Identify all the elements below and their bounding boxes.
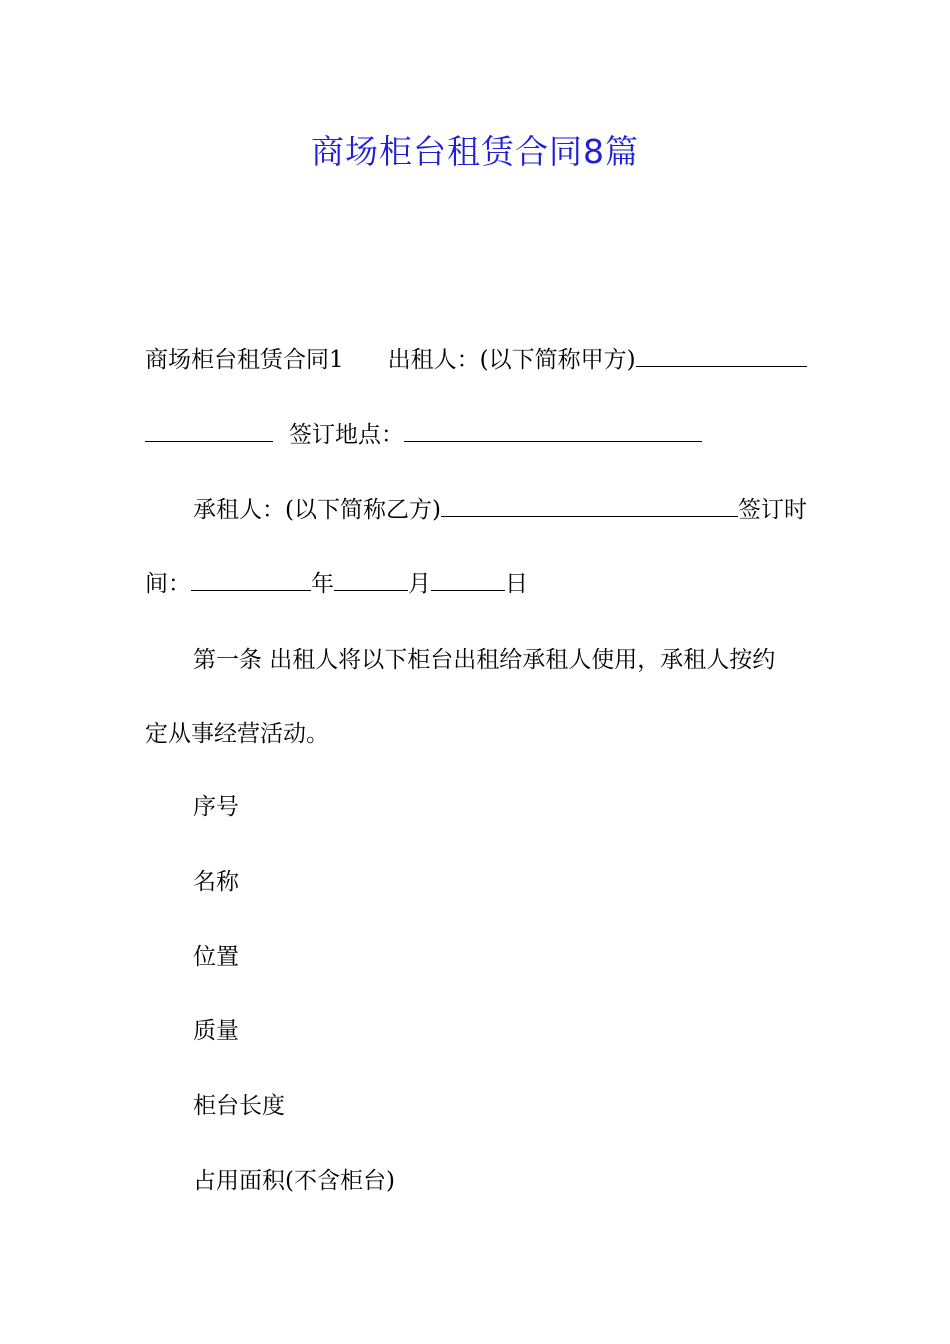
lessor-blank <box>636 346 807 367</box>
field-item-location: 位置 <box>193 944 239 970</box>
article-1-line-2: 定从事经营活动。 <box>145 721 329 747</box>
year-blank <box>191 570 311 591</box>
header-row-date <box>145 567 807 601</box>
field-item-counter-length: 柜台长度 <box>193 1093 285 1119</box>
document-title: 商场柜台租赁合同8篇 <box>311 132 639 171</box>
time-label-cont: 间： <box>145 571 191 597</box>
place-label: 签订地点： <box>289 422 404 448</box>
header-row-place <box>145 418 807 452</box>
month-blank <box>334 570 408 591</box>
header-row-lessee <box>193 493 807 527</box>
field-item-area: 占用面积(不含柜台) <box>193 1168 395 1194</box>
year-label: 年 <box>311 571 334 597</box>
lessor-label: 出租人：(以下简称甲方) <box>387 347 636 373</box>
time-label: 签订时 <box>738 497 807 523</box>
month-label: 月 <box>408 571 431 597</box>
lessee-label: 承租人：(以下简称乙方) <box>193 497 441 523</box>
day-label: 日 <box>505 571 528 597</box>
article-1-line-1: 第一条 出租人将以下柜台出租给承租人使用，承租人按约 <box>193 647 776 673</box>
field-item-quality: 质量 <box>193 1018 239 1044</box>
header-row-lessor <box>145 343 807 377</box>
day-blank <box>431 570 505 591</box>
contract-heading: 商场柜台租赁合同1 <box>145 347 344 373</box>
lessee-blank <box>441 496 738 517</box>
place-blank <box>404 421 702 442</box>
lessor-blank-cont <box>145 421 273 442</box>
field-item-serial: 序号 <box>193 794 239 820</box>
field-item-name: 名称 <box>193 869 239 895</box>
